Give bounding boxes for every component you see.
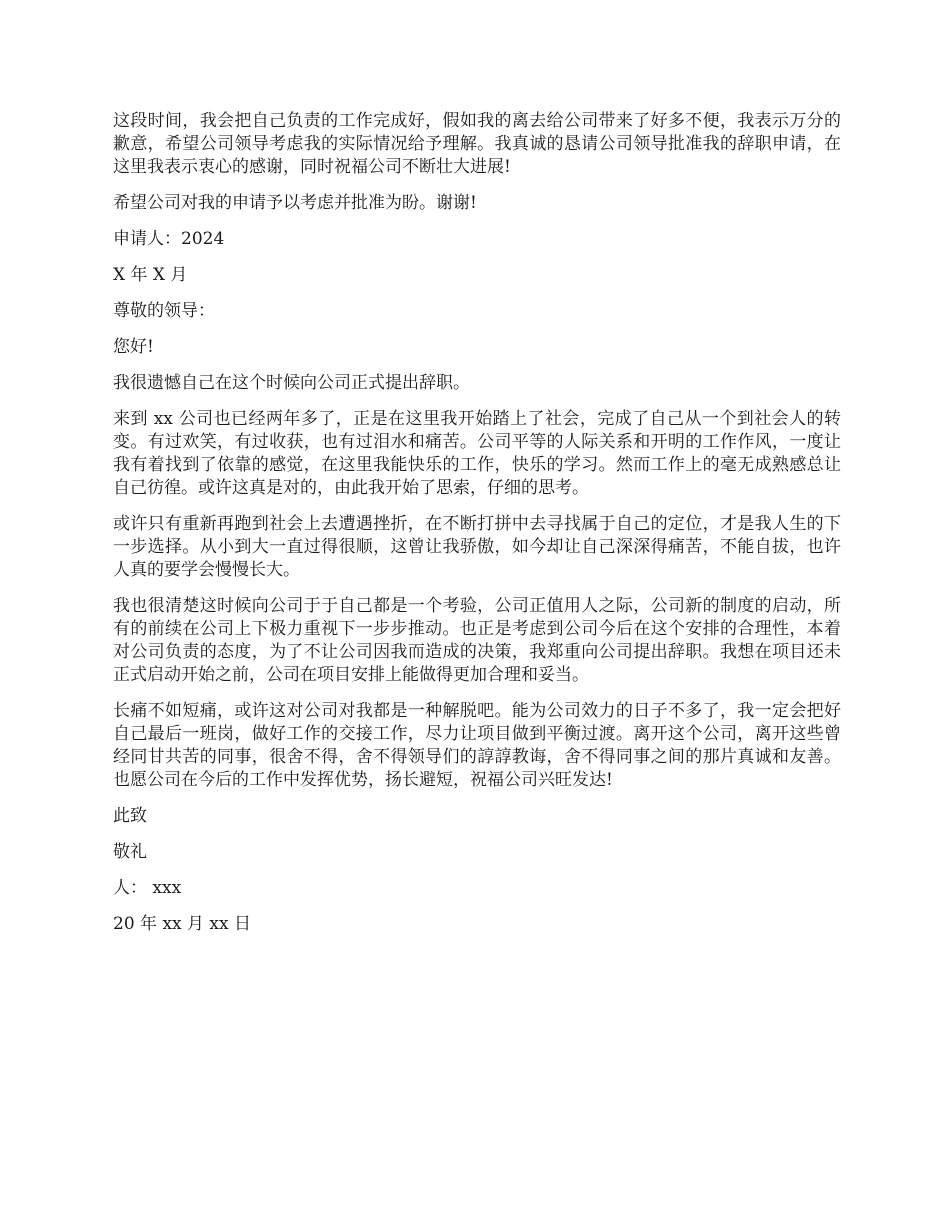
paragraph-reason: 或许只有重新再跑到社会上去遭遇挫折，在不断打拼中去寻找属于自己的定位，才是我人生的下一步选择。从小到大一直过得很顺，这曾让我骄傲，如今却让自己深深得痛苦，不能自拔，也许人真的要学会慢慢长大。: [113, 514, 841, 580]
signature-line: 人： xxx: [113, 878, 182, 898]
paragraph-company-situation: 我也很清楚这时候向公司于于自己都是一个考验，公司正值用人之际，公司新的制度的启动，所有的前续在公司上下极力重视下一步步推动。也正是考虑到公司今后在这个安排的合理性，本着对公司负责的态度，为了不让公司因我而造成的决策，我郑重向公司提出辞职。我想在项目还未正式启动开始之前，公司在项目安排上能做得更加合理和妥当。: [113, 596, 841, 685]
applicant-line: 申请人：2024: [113, 229, 225, 249]
paragraph-request-consideration: 希望公司对我的申请予以考虑并批准为盼。谢谢!: [113, 193, 477, 213]
date-line-1: X 年 X 月: [113, 265, 188, 285]
paragraph-farewell: 长痛不如短痛，或许这对公司对我都是一种解脱吧。能为公司效力的日子不多了，我一定会把好自己最后一班岗，做好工作的交接工作，尽力让项目做到平衡过渡。离开这个公司，离开这些曾经同甘共苦的同事，很舍不得，舍不得领导们的諄諄教诲，舍不得同事之间的那片真诚和友善。也愿公司在今后的工作中发挥优势，扬长避短，祝福公司兴旺发达!: [113, 701, 841, 790]
closing-jingli: 敬礼: [113, 842, 147, 862]
salutation: 尊敬的领导：: [113, 301, 215, 321]
paragraph-closing-work: 这段时间，我会把自己负责的工作完成好，假如我的离去给公司带来了好多不便，我表示万分的歉意，希望公司领导考虑我的实际情况给予理解。我真诚的恳请公司领导批准我的辞职申请，在这里我表示衷心的感谢，同时祝福公司不断壮大进展!: [113, 111, 841, 177]
date-line-2: 20 年 xx 月 xx 日: [113, 914, 252, 934]
closing-cizhi: 此致: [113, 806, 147, 826]
greeting: 您好!: [113, 337, 154, 357]
document-page: [113, 110, 841, 949]
paragraph-experience: 来到 xx 公司也已经两年多了，正是在这里我开始踏上了社会，完成了自己从一个到社会人的转变。有过欢笑，有过收获，也有过泪水和痛苦。公司平等的人际关系和开明的工作作风，一度让我有着找到了依靠的感觉，在这里我能快乐的工作，快乐的学习。然而工作上的毫无成熟感总让自己彷徨。或许这真是对的，由此我开始了思索，仔细的思考。: [113, 409, 841, 498]
paragraph-intro: 我很遗憾自己在这个时候向公司正式提出辞职。: [113, 373, 470, 393]
